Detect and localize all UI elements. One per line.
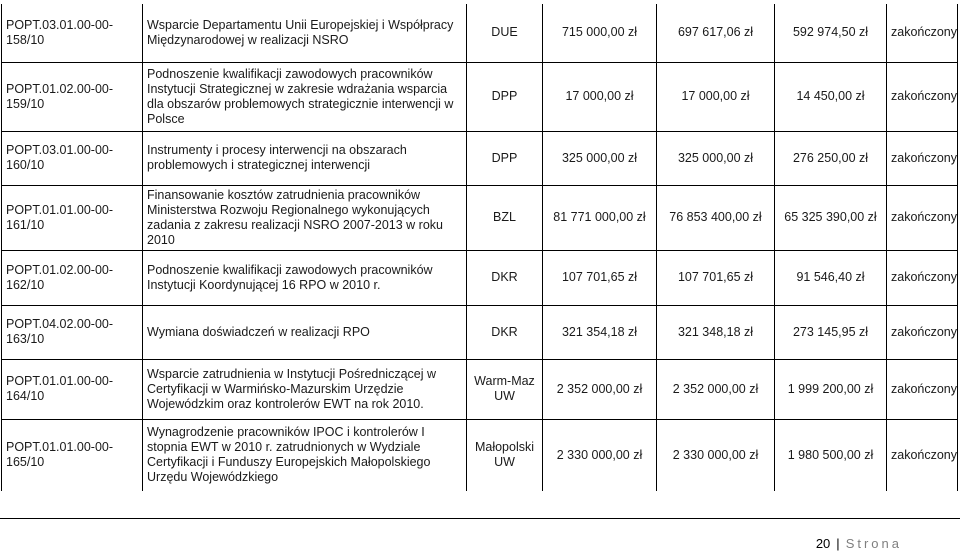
cofinancing-value: 1 999 200,00 zł bbox=[775, 359, 887, 419]
total-value: 107 701,65 zł bbox=[543, 250, 657, 305]
project-code: POPT.04.02.00-00-163/10 bbox=[2, 305, 143, 359]
table-row bbox=[2, 305, 958, 359]
project-title: Wymiana doświadczeń w realizacji RPO bbox=[143, 305, 467, 359]
total-value: 715 000,00 zł bbox=[543, 4, 657, 62]
cofinancing-value: 276 250,00 zł bbox=[775, 131, 887, 185]
total-value: 325 000,00 zł bbox=[543, 131, 657, 185]
project-status: zakończony bbox=[887, 419, 958, 491]
cofinancing-value: 273 145,95 zł bbox=[775, 305, 887, 359]
cofinancing-value: 91 546,40 zł bbox=[775, 250, 887, 305]
project-status: zakończony bbox=[887, 359, 958, 419]
table-row bbox=[2, 250, 958, 305]
projects-table bbox=[1, 4, 958, 491]
project-status: zakończony bbox=[887, 185, 958, 250]
eligible-value: 697 617,06 zł bbox=[657, 4, 775, 62]
beneficiary-type: DPP bbox=[467, 62, 543, 131]
page-number: 20 bbox=[815, 536, 831, 551]
total-value: 17 000,00 zł bbox=[543, 62, 657, 131]
beneficiary-type: Małopolski UW bbox=[467, 419, 543, 491]
eligible-value: 325 000,00 zł bbox=[657, 131, 775, 185]
project-status: zakończony bbox=[887, 4, 958, 62]
table-row bbox=[2, 131, 958, 185]
eligible-value: 76 853 400,00 zł bbox=[657, 185, 775, 250]
beneficiary-type: DKR bbox=[467, 250, 543, 305]
eligible-value: 2 352 000,00 zł bbox=[657, 359, 775, 419]
footer-divider bbox=[0, 518, 960, 519]
beneficiary-type: DPP bbox=[467, 131, 543, 185]
total-value: 321 354,18 zł bbox=[543, 305, 657, 359]
total-value: 2 330 000,00 zł bbox=[543, 419, 657, 491]
project-title: Instrumenty i procesy interwencji na obszarach problemowych i strategicznej interwencji bbox=[143, 131, 467, 185]
beneficiary-type: DUE bbox=[467, 4, 543, 62]
table-row bbox=[2, 419, 958, 491]
project-title: Wsparcie zatrudnienia w Instytucji Pośredniczącej w Certyfikacji w Warmińsko-Mazurskim Urzędzie Wojewódzkim oraz kontrolerów EWT na rok 2010. bbox=[143, 359, 467, 419]
project-status: zakończony bbox=[887, 62, 958, 131]
beneficiary-type: Warm-Maz UW bbox=[467, 359, 543, 419]
eligible-value: 107 701,65 zł bbox=[657, 250, 775, 305]
project-code: POPT.03.01.00-00-158/10 bbox=[2, 4, 143, 62]
project-title: Finansowanie kosztów zatrudnienia pracowników Ministerstwa Rozwoju Regionalnego wykonujących zadania z zakresu realizacji NSRO 2007-2013 w roku 2010 bbox=[143, 185, 467, 250]
cofinancing-value: 14 450,00 zł bbox=[775, 62, 887, 131]
cofinancing-value: 592 974,50 zł bbox=[775, 4, 887, 62]
project-code: POPT.01.02.00-00-162/10 bbox=[2, 250, 143, 305]
footer-separator: | bbox=[836, 536, 840, 551]
beneficiary-type: DKR bbox=[467, 305, 543, 359]
cofinancing-value: 1 980 500,00 zł bbox=[775, 419, 887, 491]
table-row bbox=[2, 185, 958, 250]
table-row bbox=[2, 4, 958, 62]
project-code: POPT.01.01.00-00-164/10 bbox=[2, 359, 143, 419]
project-code: POPT.03.01.00-00-160/10 bbox=[2, 131, 143, 185]
table-row bbox=[2, 359, 958, 419]
table-row bbox=[2, 62, 958, 131]
project-title: Wsparcie Departamentu Unii Europejskiej i Współpracy Międzynarodowej w realizacji NSRO bbox=[143, 4, 467, 62]
page-footer bbox=[816, 536, 902, 551]
eligible-value: 321 348,18 zł bbox=[657, 305, 775, 359]
project-code: POPT.01.01.00-00-161/10 bbox=[2, 185, 143, 250]
page-label: Strona bbox=[845, 536, 902, 551]
project-code: POPT.01.01.00-00-165/10 bbox=[2, 419, 143, 491]
project-title: Podnoszenie kwalifikacji zawodowych pracowników Instytucji Koordynującej 16 RPO w 2010 r. bbox=[143, 250, 467, 305]
project-status: zakończony bbox=[887, 250, 958, 305]
project-code: POPT.01.02.00-00-159/10 bbox=[2, 62, 143, 131]
cofinancing-value: 65 325 390,00 zł bbox=[775, 185, 887, 250]
total-value: 2 352 000,00 zł bbox=[543, 359, 657, 419]
eligible-value: 2 330 000,00 zł bbox=[657, 419, 775, 491]
beneficiary-type: BZL bbox=[467, 185, 543, 250]
project-title: Podnoszenie kwalifikacji zawodowych pracowników Instytucji Strategicznej w zakresie wdrażania wsparcia dla obszarów problemowych strategicznie interwencji w Polsce bbox=[143, 62, 467, 131]
project-status: zakończony bbox=[887, 305, 958, 359]
project-status: zakończony bbox=[887, 131, 958, 185]
project-title: Wynagrodzenie pracowników IPOC i kontrolerów I stopnia EWT w 2010 r. zatrudnionych w Wydziale Certyfikacji i Funduszy Europejskich Małopolskiego Urzędu Wojewódzkiego bbox=[143, 419, 467, 491]
eligible-value: 17 000,00 zł bbox=[657, 62, 775, 131]
total-value: 81 771 000,00 zł bbox=[543, 185, 657, 250]
